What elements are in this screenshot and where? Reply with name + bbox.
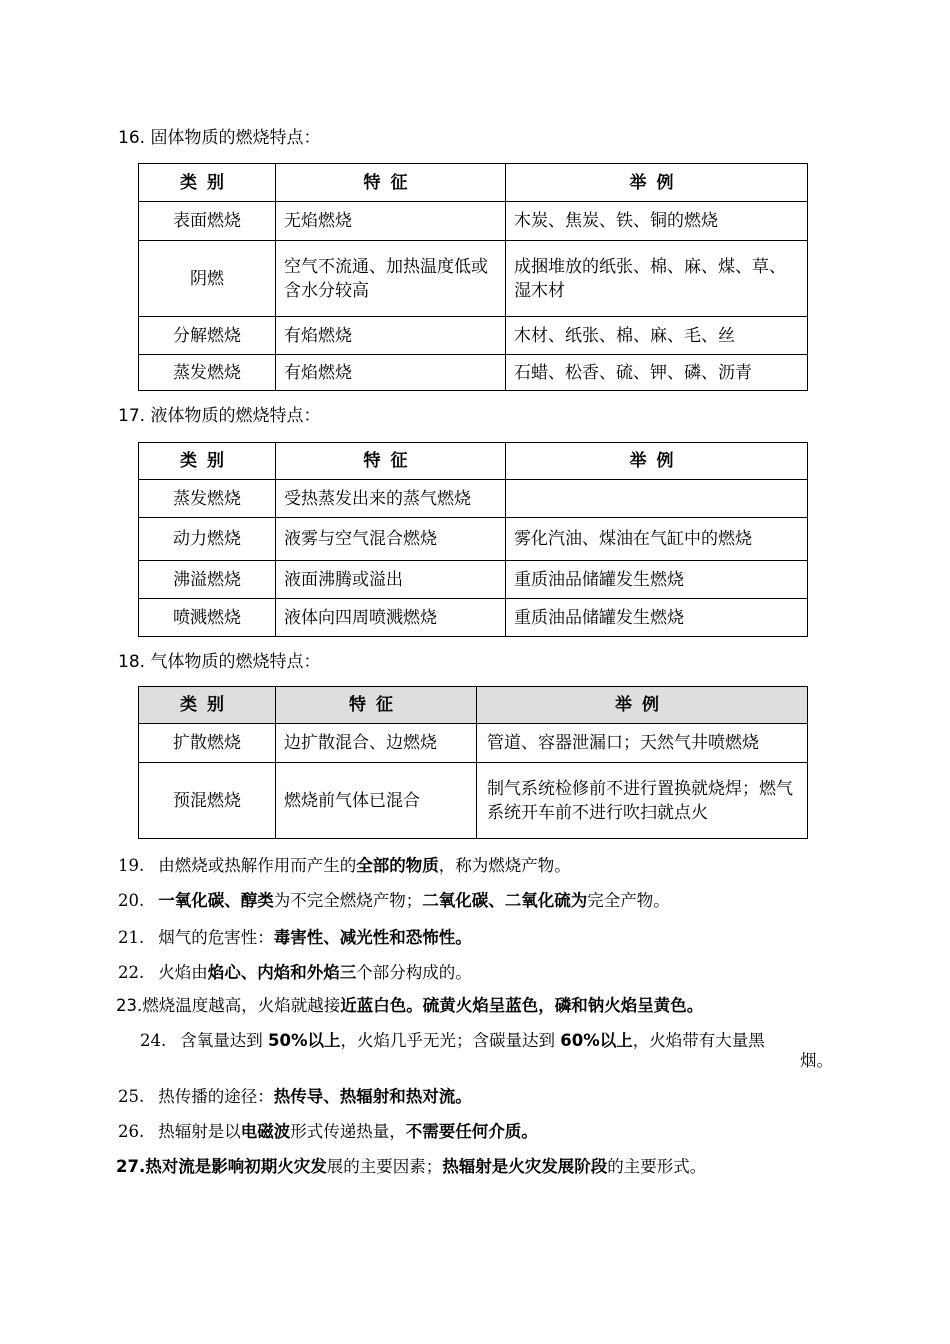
header-example: 举例 <box>506 443 808 480</box>
cell-example: 石蜡、松香、硫、钾、磷、沥青 <box>506 355 808 391</box>
item-24: 24. 含氧量达到 50%以上，火焰几乎无光；含碳量达到 60%以上，火焰带有大量黑 <box>140 1031 765 1050</box>
cell-feature: 无焰燃烧 <box>276 202 506 241</box>
cell-category: 扩散燃烧 <box>139 724 276 763</box>
cell-category: 蒸发燃烧 <box>139 355 276 391</box>
cell-feature: 受热蒸发出来的蒸气燃烧 <box>276 480 506 518</box>
cell-example: 雾化汽油、煤油在气缸中的燃烧 <box>506 518 808 561</box>
item-25: 25. 热传播的途径：热传导、热辐射和热对流。 <box>118 1087 472 1106</box>
cell-category: 喷溅燃烧 <box>139 599 276 637</box>
header-category: 类别 <box>139 687 276 724</box>
table-row <box>139 355 808 391</box>
table-row <box>139 317 808 355</box>
table-row <box>139 480 808 518</box>
header-example: 举例 <box>477 687 808 724</box>
item-24-continuation: 烟。 <box>800 1051 833 1070</box>
table-row <box>139 561 808 599</box>
cell-example <box>506 480 808 518</box>
cell-category: 分解燃烧 <box>139 317 276 355</box>
table-solid-combustion <box>138 163 808 391</box>
table-row <box>139 518 808 561</box>
header-category: 类别 <box>139 164 276 202</box>
item-23: 23.燃烧温度越高，火焰就越接近蓝白色。硫黄火焰呈蓝色，磷和钠火焰呈黄色。 <box>116 996 704 1015</box>
item-19: 19. 由燃烧或热解作用而产生的全部的物质，称为燃烧产物。 <box>118 856 571 875</box>
table-row <box>139 599 808 637</box>
table-header-row <box>139 164 808 202</box>
cell-feature: 有焰燃烧 <box>276 317 506 355</box>
cell-example: 木炭、焦炭、铁、铜的燃烧 <box>506 202 808 241</box>
table-header-row <box>139 443 808 480</box>
cell-example: 成捆堆放的纸张、棉、麻、煤、草、 湿木材 <box>506 241 808 317</box>
section-heading-17: 17. 液体物质的燃烧特点： <box>118 406 321 426</box>
header-feature: 特征 <box>276 164 506 202</box>
cell-feature: 空气不流通、加热温度低或含水分较高 <box>276 241 506 317</box>
cell-example: 管道、容器泄漏口；天然气井喷燃烧 <box>477 724 808 763</box>
item-27: 27.热对流是影响初期火灾发展的主要因素；热辐射是火灾发展阶段的主要形式。 <box>116 1157 707 1176</box>
cell-category: 沸溢燃烧 <box>139 561 276 599</box>
cell-feature: 边扩散混合、边燃烧 <box>276 724 477 763</box>
cell-feature: 液雾与空气混合燃烧 <box>276 518 506 561</box>
cell-category: 阴燃 <box>139 241 276 317</box>
table-liquid-combustion <box>138 442 808 637</box>
cell-category: 蒸发燃烧 <box>139 480 276 518</box>
cell-category: 表面燃烧 <box>139 202 276 241</box>
item-21: 21. 烟气的危害性：毒害性、减光性和恐怖性。 <box>118 928 472 947</box>
header-example: 举例 <box>506 164 808 202</box>
cell-feature: 有焰燃烧 <box>276 355 506 391</box>
header-category: 类别 <box>139 443 276 480</box>
cell-example: 重质油品储罐发生燃烧 <box>506 599 808 637</box>
table-gas-combustion <box>138 686 808 839</box>
cell-feature: 液面沸腾或溢出 <box>276 561 506 599</box>
section-heading-18: 18. 气体物质的燃烧特点： <box>118 652 321 672</box>
cell-category: 动力燃烧 <box>139 518 276 561</box>
table-row <box>139 241 808 317</box>
table-row <box>139 724 808 763</box>
header-feature: 特征 <box>276 443 506 480</box>
cell-feature: 液体向四周喷溅燃烧 <box>276 599 506 637</box>
item-26: 26. 热辐射是以电磁波形式传递热量，不需要任何介质。 <box>118 1122 538 1141</box>
item-22: 22. 火焰由焰心、内焰和外焰三个部分构成的。 <box>118 963 472 982</box>
cell-feature: 燃烧前气体已混合 <box>276 763 477 839</box>
cell-example: 制气系统检修前不进行置换就烧焊；燃气系统开车前不进行吹扫就点火 <box>477 763 808 839</box>
cell-category: 预混燃烧 <box>139 763 276 839</box>
table-row <box>139 763 808 839</box>
item-20: 20. 一氧化碳、醇类为不完全燃烧产物；二氧化碳、二氧化硫为完全产物。 <box>118 891 670 910</box>
cell-example: 重质油品储罐发生燃烧 <box>506 561 808 599</box>
section-heading-16: 16. 固体物质的燃烧特点： <box>118 128 321 148</box>
header-feature: 特征 <box>276 687 477 724</box>
cell-example: 木材、纸张、棉、麻、毛、丝 <box>506 317 808 355</box>
table-row <box>139 202 808 241</box>
table-header-row <box>139 687 808 724</box>
